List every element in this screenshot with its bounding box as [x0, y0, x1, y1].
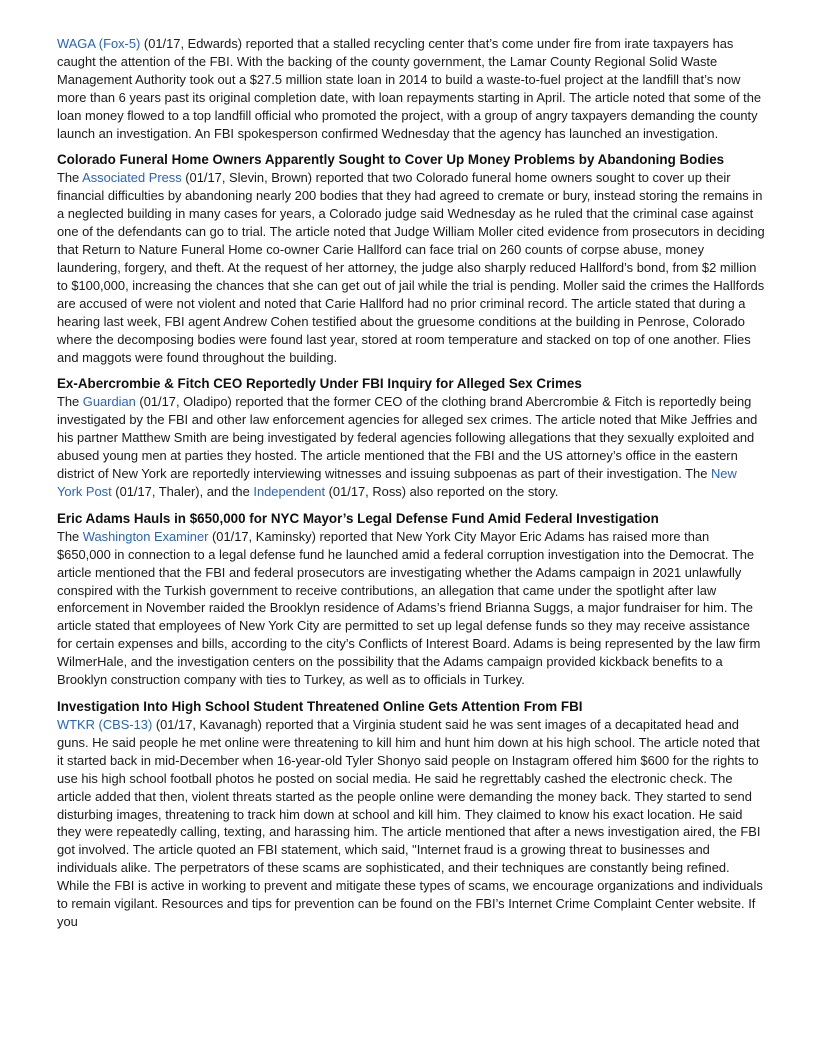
article-headline: Eric Adams Hauls in $650,000 for NYC Mayor’s Legal Defense Fund Amid Federal Investigation [57, 510, 659, 526]
article-text: (01/17, Edwards) reported that a stalled recycling center that’s come under fire from irate taxpayers has caught the attention of the FBI. With the backing of the county government, the Lamar County Regional Solid Waste Management Authority took out a $27.5 million state loan in 2014 to build a waste-to-fuel project at the landfill that’s now more than 6 years past its original completion date, with loan repayments starting in April. The article noted that some of the loan money flowed to a top landfill official who promoted the project, with a group of angry taxpayers demanding the county launch an investigation. An FBI spokesperson confirmed Wednesday that the agency has launched an investigation. [57, 36, 762, 141]
article-body [57, 393, 765, 500]
article-text: (01/17, Ross) also reported on the story. [325, 483, 559, 499]
article-text: The [57, 394, 83, 410]
article-headline: Ex-Abercrombie & Fitch CEO Reportedly Under FBI Inquiry for Alleged Sex Crimes [57, 376, 582, 392]
source-link[interactable]: WAGA (Fox-5) [57, 36, 141, 51]
article-3 [57, 375, 765, 500]
article-text: (01/17, Kavanagh) reported that a Virginia student said he was sent images of a decapitated head and guns. He said people he met online were threatening to kill him and hunt him down at his high school. The article noted that it started back in mid-December when 16-year-old Tyler Shonyo said people on Instagram offered him $600 for the rights to use his high school football photos he posted on social media. He said he regrettably cashed the electronic check. The article added that then, violent threats started as the people online were demanding the money back. They started to send disturbing images, threatening to track him down at school and kill him. They claimed to know his exact location. He said they were repeatedly calling, texting, and harassing him. The article mentioned that after a news investigation aired, the FBI got involved. The article quoted an FBI statement, which said, "Internet fraud is a growing threat to businesses and individuals alike. The perpetrators of these scams are sophisticated, and their techniques are constantly being refined. While the FBI is active in working to prevent and mitigate these types of scams, we encourage organizations and individuals to remain vigilant. Resources and tips for prevention can be found on the FBI’s Internet Crime Complaint Center website. If you [57, 717, 763, 929]
source-link[interactable]: Independent [253, 483, 326, 499]
source-link[interactable]: Washington Examiner [82, 528, 209, 544]
source-link[interactable]: Guardian [82, 394, 136, 410]
article-headline: Investigation Into High School Student Threatened Online Gets Attention From FBI [57, 699, 583, 714]
article-body [57, 716, 765, 931]
article-text: (01/17, Slevin, Brown) reported that two Colorado funeral home owners sought to cover up their financial difficulties by abandoning nearly 200 bodies that they had agreed to cremate or bury, instead storing the remains in a neglected building in many cases for years, a Colorado judge said Wednesday as he ruled that the criminal case against one of the defendants can go to trial. The article noted that Judge William Moller cited evidence from prosecutors in deciding that Return to Nature Funeral Home co-owner Carie Hallford can face trial on 260 counts of corpse abuse, money laundering, forgery, and theft. At the request of her attorney, the judge also sharply reduced Hallford’s bond, from $2 million to $100,000, increasing the chances that she can get out of jail while the trial is pending. Moller said the crimes the Hallfords are accused of were not violent and noted that Carie Hallford had no prior criminal record. The article stated that during a hearing last week, FBI agent Andrew Cohen testified about the gruesome conditions at the building in Penrose, Colorado where the decomposing bodies were found last year, stored at room temperature and stacked on top of one another. Flies and maggots were found throughout the building. [57, 170, 765, 365]
article-2 [57, 151, 765, 366]
article-body [57, 35, 765, 142]
source-link[interactable]: WTKR (CBS-13) [57, 717, 153, 732]
source-link[interactable]: New York Post [57, 466, 737, 499]
article-body [57, 169, 765, 366]
article-headline: Colorado Funeral Home Owners Apparently Sought to Cover Up Money Problems by Abandoning Bodies [57, 152, 725, 168]
article-1 [57, 35, 765, 142]
article-5 [57, 698, 765, 931]
source-link[interactable]: Associated Press [82, 170, 182, 186]
document-page [57, 35, 765, 940]
article-4 [57, 510, 765, 689]
article-text: (01/17, Thaler), and the [111, 483, 254, 499]
article-body [57, 528, 765, 689]
article-text: (01/17, Kaminsky) reported that New York City Mayor Eric Adams has raised more than $650,000 in connection to a legal defense fund he launched amid a federal corruption investigation into the Democrat. The article mentioned that the FBI and federal prosecutors are investigating whether the Adams campaign in 2021 unlawfully conspired with the Turkish government to receive contributions, an allegation that came under the spotlight after law enforcement in November raided the Brooklyn residence of Adams’s friend Brianna Suggs, a major fundraiser for him. The article stated that employees of New York City are permitted to set up legal defense funds so they may receive assistance for certain expenses and bills, according to the city’s Conflicts of Interest Board. Adams is being represented by the law firm WilmerHale, and the investigation centers on the possibility that the Adams campaign provided kickback benefits to a Brooklyn construction company with ties to Turkey, as well as to officials in Turkey. [57, 528, 761, 688]
article-text: (01/17, Oladipo) reported that the former CEO of the clothing brand Abercrombie & Fitch is reportedly being investigated by the FBI and other law enforcement agencies for alleged sex crimes. The article noted that Mike Jeffries and his partner Matthew Smith are being investigated by federal agencies following allegations that they sexually exploited and abused young men at parties they hosted. The article mentioned that the FBI and the US attorney’s office in the eastern district of New York are reportedly interviewing witnesses and issuing subpoenas as part of their investigation. The [57, 394, 758, 482]
article-text: The [57, 170, 83, 186]
article-text: The [57, 528, 83, 544]
